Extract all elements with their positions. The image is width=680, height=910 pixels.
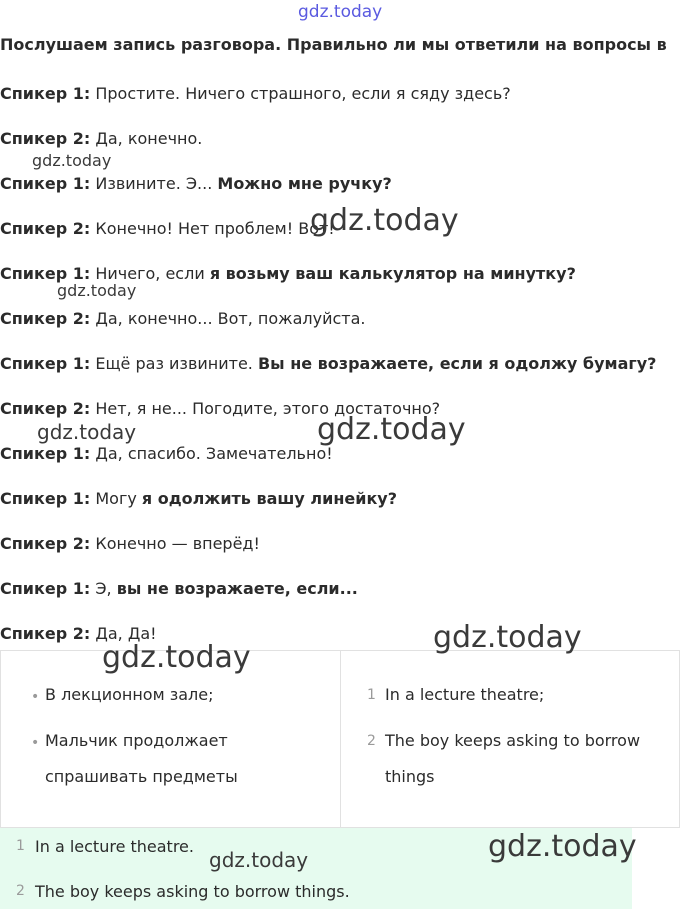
utterance-bold: я возьму ваш калькулятор на минутку? [209,264,576,283]
dialogue-line [0,443,333,465]
speaker-label: Спикер 1: [0,579,91,598]
utterance-bold: вы не возражаете, если... [116,579,358,598]
list-item: спрашивать предметы [45,767,238,786]
utterance-text: Простите. Ничего страшного, если я сяду здесь? [90,84,511,103]
dialogue-line [0,128,202,150]
utterance-text: Ничего, если [90,264,210,283]
list-item: В лекционном зале; [45,685,214,704]
speaker-label: Спикер 2: [0,399,91,418]
utterance-text: Да, спасибо. Замечательно! [90,444,333,463]
dialogue-line [0,353,656,375]
utterance-text: Конечно — вперёд! [90,534,260,553]
watermark: gdz.today [102,640,251,675]
speaker-label: Спикер 2: [0,534,91,553]
speaker-label: Спикер 1: [0,84,91,103]
list-item: In a lecture theatre; [385,685,545,704]
watermark: gdz.today [310,203,459,238]
dialogue-line [0,533,260,555]
watermark: gdz.today [317,412,466,447]
utterance-text: Нет, я не... Погодите, этого достаточно? [90,399,441,418]
item-number: 2 [367,733,376,749]
list-item: Мальчик продолжает [45,731,228,750]
watermark: gdz.today [57,281,137,300]
utterance-text: Конечно! Нет проблем! Вот! [90,219,335,238]
utterance-bold: Можно мне ручку? [217,174,392,193]
watermark: gdz.today [209,848,309,872]
utterance-text: Да, Да! [90,624,157,643]
list-item: things [385,767,435,786]
speaker-label: Спикер 2: [0,624,91,643]
utterance-text: Да, конечно... Вот, пожалуйста. [90,309,366,328]
speaker-label: Спикер 2: [0,219,91,238]
speaker-label: Спикер 1: [0,489,91,508]
answer-item: In a lecture theatre. [35,837,194,856]
watermark: gdz.today [32,151,112,170]
utterance-text: Могу [90,489,142,508]
dialogue-line [0,218,335,240]
dialogue-line [0,83,511,105]
speaker-label: Спикер 2: [0,129,91,148]
item-number: 1 [367,687,376,703]
list-item: The boy keeps asking to borrow [385,731,641,750]
item-number: 1 [16,838,25,854]
speaker-label: Спикер 1: [0,174,91,193]
table-col-english [340,651,679,827]
speaker-label: Спикер 1: [0,444,91,463]
speaker-label: Спикер 1: [0,354,91,373]
utterance-text: Да, конечно. [90,129,203,148]
table-col-russian [1,651,340,827]
speaker-label: Спикер 1: [0,264,91,283]
utterance-bold: я одолжить вашу линейку? [141,489,398,508]
utterance-text: Извините. Э... [90,174,218,193]
watermark: gdz.today [433,620,582,655]
utterance-bold: Вы не возражаете, если я одолжу бумагу? [257,354,657,373]
dialogue-line [0,578,358,600]
watermark-top: gdz.today [298,2,383,22]
answer-table [0,650,680,828]
bullet-icon: • [31,689,40,705]
dialogue-line [0,308,365,330]
speaker-label: Спикер 2: [0,309,91,328]
watermark: gdz.today [488,829,637,864]
bullet-icon: • [31,735,40,751]
watermark: gdz.today [37,420,137,444]
utterance-text: Ещё раз извините. [90,354,258,373]
dialogue-line [0,173,392,195]
utterance-text: Э, [90,579,117,598]
answer-item: The boy keeps asking to borrow things. [35,882,350,901]
page-title: Послушаем запись разговора. Правильно ли мы ответили на вопросы в [0,35,667,54]
dialogue-line [0,488,397,510]
item-number: 2 [16,883,25,899]
